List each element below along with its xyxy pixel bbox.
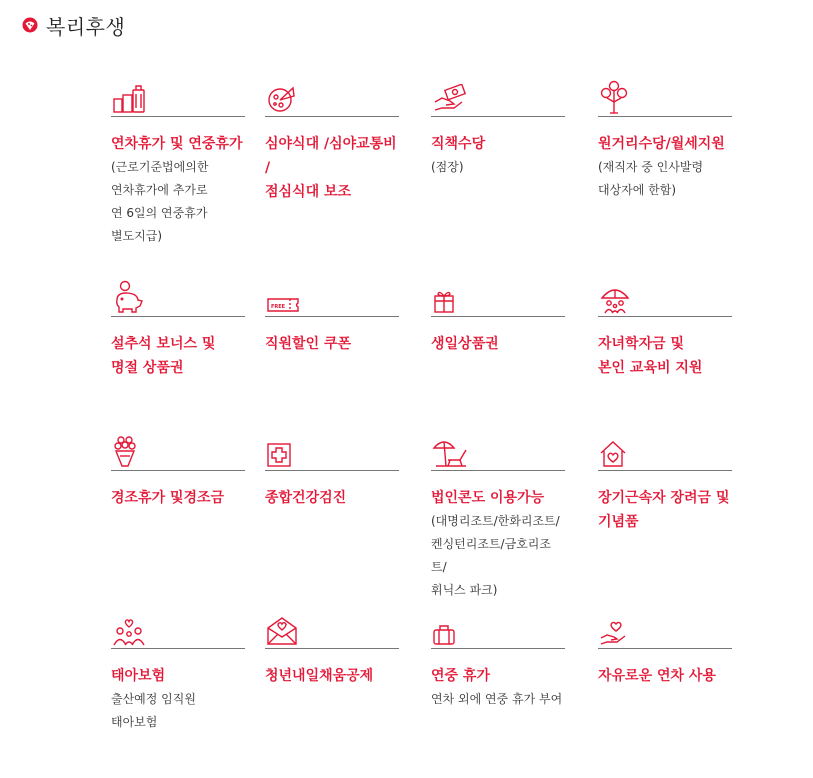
benefit-title: 원거리수당/월세지원 [598,136,725,152]
benefit-desc: (점장) [431,160,464,174]
page-header [22,10,125,40]
benefit-desc: (근로기준법에의한 연차휴가에 추가로 연 6일의 연중휴가 별도지급) [111,160,209,243]
divider [598,648,732,649]
hand-heart-icon [599,620,629,646]
divider [265,116,399,117]
family-umbrella-icon [599,284,631,314]
benefit-desc: 연차 외에 연중 휴가 부여 [431,692,563,706]
benefit-title: 장기근속자 장려금 및 기념품 [598,490,730,530]
benefit-item [111,278,245,380]
divider [431,470,565,471]
benefit-item [111,610,245,734]
benefit-item [431,610,565,711]
divider [111,316,245,317]
envelope-heart-icon [266,616,298,646]
divider [598,116,732,117]
benefit-desc: 출산예정 임직원 태아보험 [111,692,196,729]
money-tree-icon [599,80,629,114]
benefit-item [431,78,565,179]
benefit-title: 직책수당 [431,136,486,152]
svg-text:FREE: FREE [271,304,286,310]
divider [598,316,732,317]
divider [431,116,565,117]
house-heart-icon [599,440,627,468]
benefit-title: 연중 휴가 [431,668,490,684]
divider [431,648,565,649]
family-heart-icon [112,618,146,646]
pizza-slice-icon [266,84,296,114]
medical-cross-icon [266,442,292,468]
pizza-icon [22,17,38,33]
benefit-title: 설추석 보너스 및 명절 상품권 [111,336,216,376]
benefit-title: 자녀학자금 및 본인 교육비 지원 [598,336,703,376]
divider [265,648,399,649]
hand-money-icon [432,84,468,114]
coupon-icon [266,296,300,314]
benefit-item [265,78,399,204]
gift-icon [432,288,456,314]
benefit-desc: (대명리조트/한화리조트/ 켄싱턴리조트/금호리조트/ 휘닉스 파크) [431,514,560,597]
divider [431,316,565,317]
benefit-title: 경조휴가 및경조금 [111,490,225,506]
benefit-item [598,278,732,380]
benefit-item [265,610,399,688]
divider [111,116,245,117]
benefit-title: 청년내일채움공제 [265,668,374,684]
benefit-item [111,78,245,248]
benefit-title: 연차휴가 및 연중휴가 [111,136,243,152]
benefit-item [431,432,565,602]
benefit-item [265,432,399,510]
benefit-item [111,432,245,510]
benefit-title: 법인콘도 이용가능 [431,490,545,506]
benefit-title: 자유로운 연차 사용 [598,668,716,684]
benefit-desc: (재직자 중 인사발령 대상자에 한함) [598,160,704,197]
benefit-title: 직원할인 쿠폰 [265,336,352,352]
page-title: 복리후생 [46,14,126,39]
benefit-title: 생일상품권 [431,336,499,352]
benefit-title: 종합건강검진 [265,490,347,506]
divider [265,470,399,471]
beach-chair-icon [432,438,470,468]
benefit-title: 태아보험 [111,668,166,684]
piggy-bank-icon [112,280,146,314]
suitcase-icon [432,624,456,646]
divider [111,648,245,649]
divider [265,316,399,317]
divider [598,470,732,471]
benefit-item [598,610,732,688]
luggage-icon [112,84,148,114]
benefit-item [598,78,732,202]
divider [111,470,245,471]
benefit-item [431,278,565,356]
benefit-item [598,432,732,534]
benefit-title: 심야식대 /심야교통비 / 점심식대 보조 [265,136,397,200]
benefit-item [265,278,399,356]
flower-bouquet-icon [112,434,138,468]
